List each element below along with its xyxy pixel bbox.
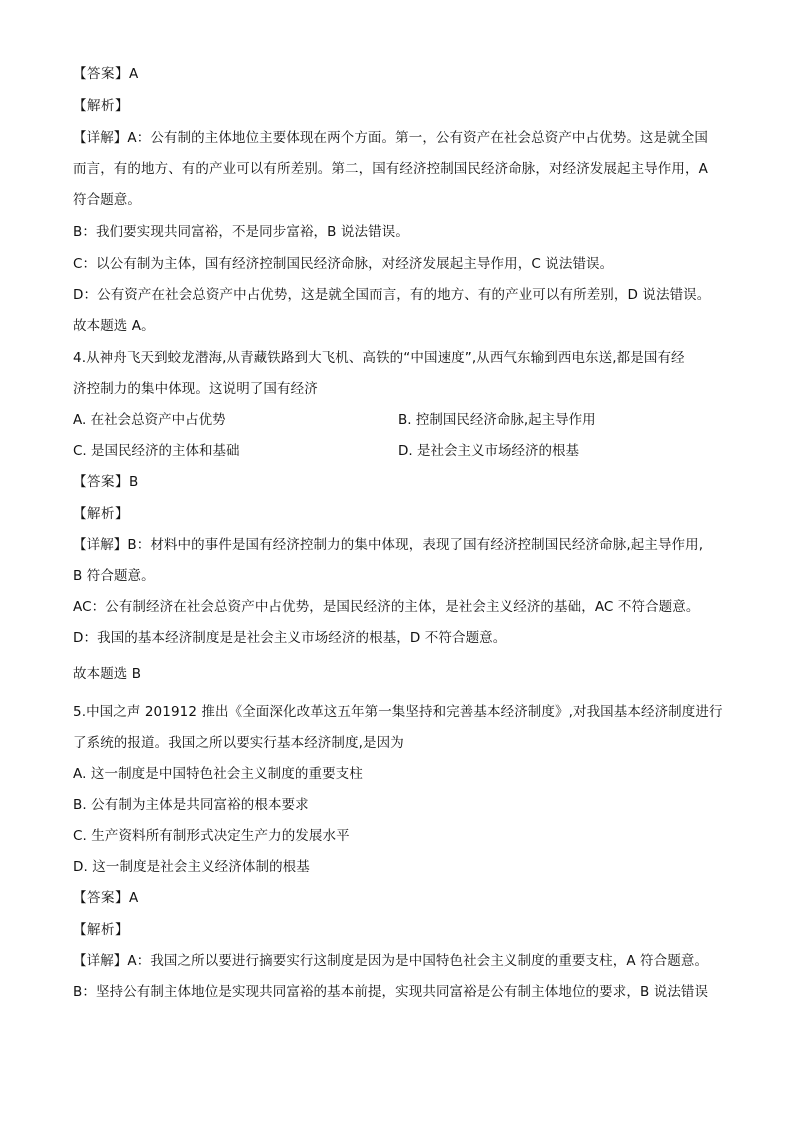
q5-option-a: A. 这一制度是中国特色社会主义制度的重要支柱	[73, 766, 363, 782]
explanation-line: C：以公有制为主体，国有经济控制国民经济命脉，对经济发展起主导作用，C 说法错误。	[73, 256, 614, 272]
q4-option-d: D. 是社会主义市场经济的根基	[398, 443, 579, 459]
q4-option-b: B. 控制国民经济命脉,起主导作用	[398, 412, 596, 428]
analysis-label: 【解析】	[73, 922, 129, 938]
explanation-line: 【详解】A：我国之所以要进行摘要实行这制度是因为是中国特色社会主义制度的重要支柱，A 符合题意。	[73, 953, 709, 969]
analysis-label: 【解析】	[73, 98, 129, 114]
explanation-line: D：我国的基本经济制度是是社会主义市场经济的根基，D 不符合题意。	[73, 630, 507, 646]
q4-option-c: C. 是国民经济的主体和基础	[73, 443, 240, 459]
explanation-line: 而言，有的地方、有的产业可以有所差别。第二，国有经济控制国民经济命脉，对经济发展起主导作用，A	[73, 161, 708, 177]
explanation-line: B：我们要实现共同富裕，不是同步富裕，B 说法错误。	[73, 224, 409, 240]
answer-label: 【答案】A	[73, 66, 139, 82]
explanation-line: B：坚持公有制主体地位是实现共同富裕的基本前提，实现共同富裕是公有制主体地位的要求，B 说法错误	[73, 984, 709, 1000]
answer-label: 【答案】B	[73, 474, 139, 490]
analysis-label: 【解析】	[73, 506, 129, 522]
question-5-stem: 了系统的报道。我国之所以要实行基本经济制度,是因为	[73, 735, 404, 751]
explanation-line: 符合题意。	[73, 192, 141, 208]
q5-option-b: B. 公有制为主体是共同富裕的根本要求	[73, 797, 309, 813]
q5-option-d: D. 这一制度是社会主义经济体制的根基	[73, 859, 310, 875]
question-4-stem: 4.从神舟飞天到蛟龙潜海,从青藏铁路到大飞机、高铁的“中国速度”,从西气东输到西电东送,都是国有经	[73, 350, 685, 366]
explanation-line: B 符合题意。	[73, 568, 155, 584]
explanation-line: AC：公有制经济在社会总资产中占优势，是国民经济的主体，是社会主义经济的基础，AC 不符合题意。	[73, 599, 700, 615]
explanation-line: 【详解】B：材料中的事件是国有经济控制力的集中体现，表现了国有经济控制国民经济命脉,起主导作用,	[73, 537, 704, 553]
conclusion-line: 故本题选 B	[73, 666, 142, 682]
answer-label: 【答案】A	[73, 890, 139, 906]
explanation-line: D：公有资产在社会总资产中占优势，这是就全国而言，有的地方、有的产业可以有所差别，D 说法错误。	[73, 287, 711, 303]
q5-option-c: C. 生产资料所有制形式决定生产力的发展水平	[73, 828, 350, 844]
explanation-line: 【详解】A：公有制的主体地位主要体现在两个方面。第一，公有资产在社会总资产中占优势。这是就全国	[73, 130, 708, 146]
question-4-stem: 济控制力的集中体现。这说明了国有经济	[73, 381, 318, 397]
conclusion-line: 故本题选 A。	[73, 318, 155, 334]
question-5-stem: 5.中国之声 201912 推出《全面深化改革这五年第一集坚持和完善基本经济制度》,对我国基本经济制度进行	[73, 704, 723, 720]
q4-option-a: A. 在社会总资产中占优势	[73, 412, 226, 428]
